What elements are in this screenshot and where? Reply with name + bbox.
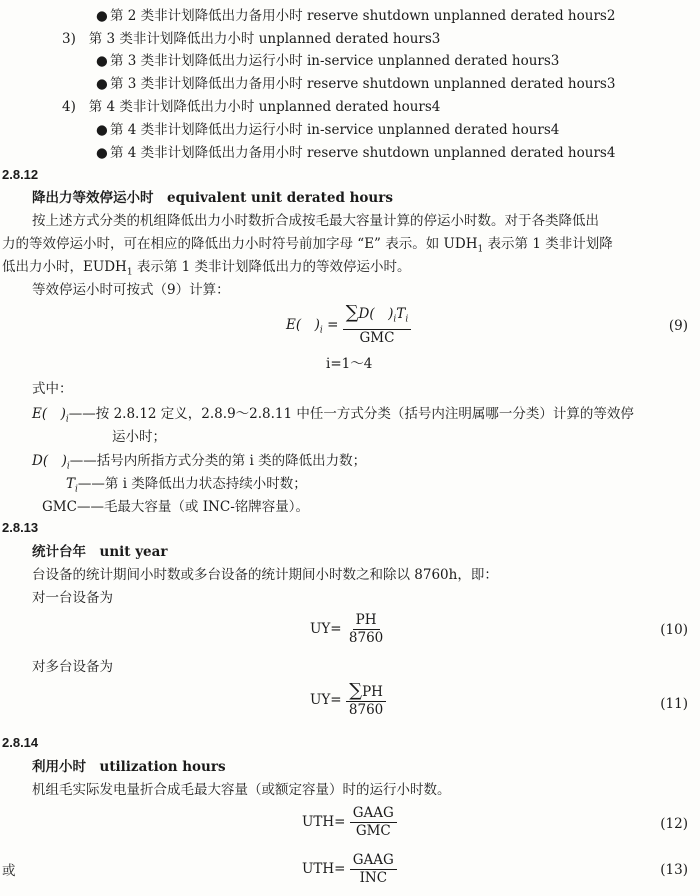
list-number: 4) bbox=[62, 99, 76, 115]
equation-number: (13) bbox=[660, 862, 688, 878]
list-number: 3) bbox=[62, 31, 76, 47]
equation-range: i=1～4 bbox=[326, 356, 373, 372]
paragraph-line: 对一台设备为 bbox=[32, 590, 113, 606]
paragraph-line: 力的等效停运小时，可在相应的降低出力小时符号前加字母 “E” 表示。如 $UDH_1$ 表示第 1 类非计划降 bbox=[2, 236, 613, 255]
equation-9: E( )$_i$ = $\frac{\sum D( )_iT_i}{\text{GMC}}$ bbox=[286, 304, 411, 347]
section-title: 利用小时 utilization hours bbox=[32, 759, 226, 775]
equation-12: UTH= $\frac{\text{GAAG}}{\text{GMC}}$ bbox=[302, 805, 397, 840]
section-number: 2.8.13 bbox=[2, 520, 39, 535]
list-item-text: 第 4 类非计划降低出力备用小时 reserve shutdown unplanned derated hours4 bbox=[110, 145, 616, 161]
paragraph-line: 低出力小时，$EUDH_1$ 表示第 1 类非计划降低出力的等效停运小时。 bbox=[2, 259, 411, 278]
list-item-text: 第 3 类非计划降低出力运行小时 in-service unplanned derated hours3 bbox=[110, 53, 560, 69]
bullet-icon: ● bbox=[96, 76, 108, 92]
list-item-text: 第 3 类非计划降低出力备用小时 reserve shutdown unplanned derated hours3 bbox=[110, 76, 616, 92]
list-item-text: 第 2 类非计划降低出力备用小时 reserve shutdown unplanned derated hours2 bbox=[110, 8, 616, 24]
section-title: 统计台年 unit year bbox=[32, 544, 168, 560]
section-number: 2.8.12 bbox=[2, 167, 39, 182]
equation-number: (12) bbox=[660, 816, 688, 832]
definition-continued: 运小时； bbox=[112, 429, 166, 445]
list-item bbox=[96, 75, 615, 93]
definition-row: GMC——毛最大容量（或 INC-铭牌容量）。 bbox=[42, 499, 310, 515]
paragraph-line: 对多台设备为 bbox=[32, 659, 113, 675]
equation-10: UY= $\frac{PH}{8760}$ bbox=[310, 612, 384, 646]
paragraph-line: 等效停运小时可按式（9）计算： bbox=[32, 282, 230, 298]
equation-13: UTH= $\frac{\text{GAAG}}{\text{INC}}$ bbox=[302, 852, 397, 887]
bullet-icon: ● bbox=[96, 8, 108, 24]
bullet-icon: ● bbox=[96, 53, 108, 69]
equation-number: (11) bbox=[660, 696, 688, 712]
list-item bbox=[96, 121, 559, 139]
list-item-text: 第 4 类非计划降低出力运行小时 in-service unplanned derated hours4 bbox=[110, 122, 560, 138]
definition-row: D( )$_i——$括号内所指方式分类的第 i 类的降低出力数； bbox=[32, 453, 367, 472]
definition-row: E( )$_i——$按 2.8.12 定义，2.8.9～2.8.11 中任一方式分类（括号内注明属哪一分类）计算的等效停 bbox=[32, 406, 634, 425]
bullet-icon: ● bbox=[96, 122, 108, 138]
list-item-text: 第 3 类非计划降低出力小时 unplanned derated hours3 bbox=[88, 31, 441, 47]
or-label: 或 bbox=[2, 863, 16, 879]
definition-row: $T_i——$第 i 类降低出力状态持续小时数； bbox=[66, 476, 307, 495]
equation-11: UY= $\frac{\sum PH}{8760}$ bbox=[310, 682, 386, 719]
list-item-text: 第 4 类非计划降低出力小时 unplanned derated hours4 bbox=[88, 99, 441, 115]
list-item bbox=[96, 52, 559, 70]
list-item bbox=[62, 98, 440, 116]
equation-number: (10) bbox=[660, 622, 688, 638]
paragraph-line: 按上述方式分类的机组降低出力小时数折合成按毛最大容量计算的停运小时数。对于各类降低出 bbox=[32, 213, 599, 229]
list-item bbox=[62, 30, 440, 48]
section-title: 降出力等效停运小时 equivalent unit derated hours bbox=[32, 190, 393, 206]
equation-number: (9) bbox=[668, 318, 688, 334]
where-label: 式中： bbox=[32, 381, 73, 397]
section-number: 2.8.14 bbox=[2, 735, 39, 750]
paragraph-line: 台设备的统计期间小时数或多台设备的统计期间小时数之和除以 8760h，即： bbox=[32, 567, 498, 583]
list-item bbox=[96, 7, 615, 25]
bullet-icon: ● bbox=[96, 145, 108, 161]
list-item bbox=[96, 144, 615, 162]
paragraph-line: 机组毛实际发电量折合成毛最大容量（或额定容量）时的运行小时数。 bbox=[32, 782, 451, 798]
